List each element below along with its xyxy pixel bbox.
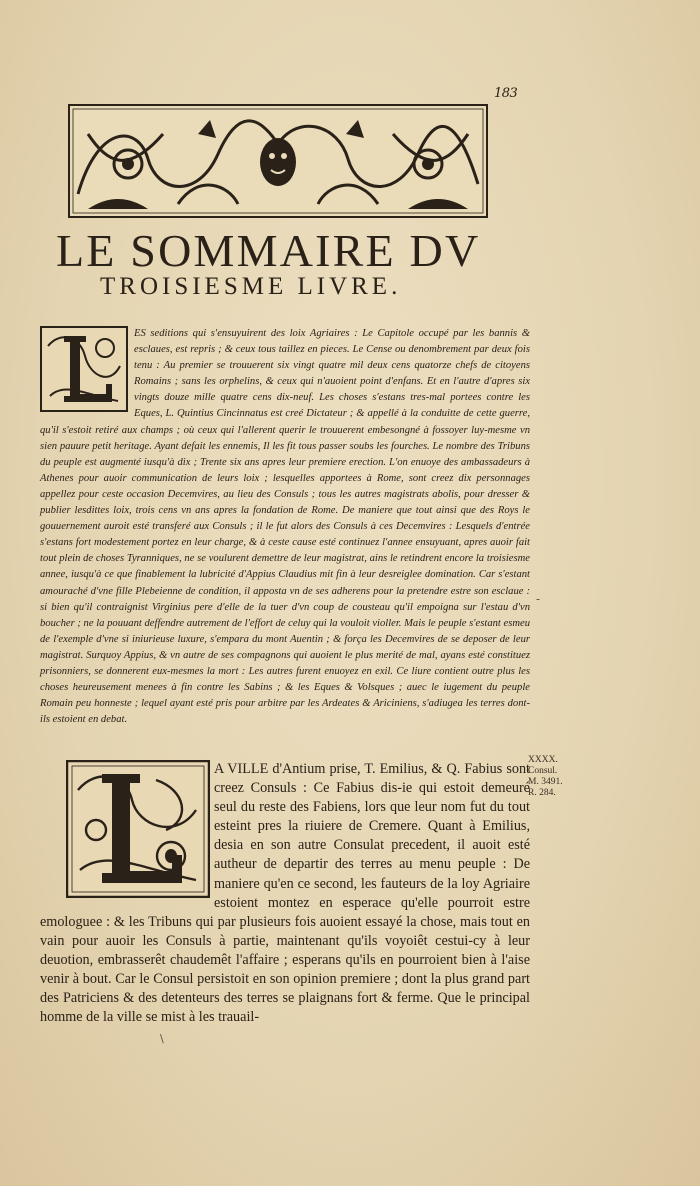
bottom-mark: \ (160, 1032, 164, 1045)
margin-note-line: R. 284. (528, 788, 556, 798)
body-text: A VILLE d'Antium prise, T. Emilius, & Q. Fabius sont creez Consuls : Ce Fabius dis-ie qui estoit demeuré seul du reste des Fabiens, lors que leur nom fut du tout esteint pres la riuiere de Cremere. Quant à Emilius, desia en son autre Consulat precedent, il auoit esté autheur de departir des terres au menu peuple : De maniere qu'en ce second, les fauteurs de la loy Agriaire estoient montez en esperace qu'elle pourroit estre emologuee : & les Tribuns qui par plusieurs fois auoient essayé la chose, mais tout en vain pour auoir les Consuls à partie, maintenant qu'ils voyoiêt cestui-cy à leur deuotion, embrasserêt chaudemêt l'affaire ; esperans qu'ils en pourroient bien à l'aise venir à bout. Car le Consul persistoit en son opinion premiere ; dont la plus grand part des Patriciens & des detenteurs des terres se plaignans fort & ferme. Que le principal homme de la ville se mist à les trauail- (40, 761, 530, 1026)
ornamental-headpiece (68, 104, 488, 218)
side-mark: - (536, 592, 541, 606)
ornamental-initial-l-large-icon (66, 760, 210, 898)
main-text (40, 760, 530, 1027)
chapter-title: LE SOMMAIRE DV (56, 225, 481, 276)
book-summary (40, 326, 530, 728)
chapter-subtitle: TROISIESME LIVRE. (100, 273, 402, 300)
page-number: 183 (494, 86, 518, 101)
margin-note (528, 755, 568, 799)
margin-note-line: Consul. (528, 766, 558, 776)
margin-note-line: M. 3491. (528, 777, 563, 787)
summary-text: ES seditions qui s'ensuyuirent des loix Agriaires : Le Capitole occupé par les bannis & esclaues, est repris ; & ceux tous taillez en pieces. Le Cense ou denombrement par deux fois tenu : Au premier se trouuerent six vingt quatre mil deux cens quatorze chefs de citoyens Romains ; sans les orphelins, & ceux qui n'auoient point d'enfans. Et en l'autre d'apres six vingts douze mille quatre cens dix-neuf. Les choses s'estans tres-mal portees contre les Eques, L. Quintius Cincinnatus est creé Dictateur ; & appellé à la conduitte de cette guerre, qu'il s'estoit retiré aux champs ; où ceux qui l'allerent querir le trouuerent embesongné à fossoyer luy-mesme vn sien pauure petit heritage. Ayant defait les ennemis, Il les fit tous passer soubs les fourches. Le nombre des Tribuns du peuple est augmenté iusqu'à dix ; Trente six ans apres leur premiere erection. L'on enuoye des ambassadeurs à Athenes pour auoir communication de leurs loix ; lesquelles apportees à Rome, sont creez dix personnages appellez pour ceste occasion Decemvires, au lieu des Consuls ; tous les autres magistrats abolis, pour dresser & publier lesdittes loix, trois cens vn ans apres la fondation de Rome. De maniere que tout ainsi que des Roys le gouuernement auroit esté transferé aux Consuls ; il le fut alors des Consuls à ces Decemvires : Lesquels d'entrée s'estans fort modestement portez en leur charge, & à ceste cause esté continuez l'annee ensuyuant, apres auoir fait tout plein de choses Tyranniques, ne se voulurent demettre de leur magistrat, ains le retindrent encore la troisiesme annee, iusqu'à ce que finablement la lubricité d'Appius Claudius mit fin à leur desreiglee domination. Car s'estant amouraché d'vne fille Plebeienne de condition, il apposta vn de ses adherens pour la pretendre estre son esclaue : si bien qu'il contraignist Virginius pere d'elle de la tuer d'vn coup de cousteau qu'il empoigna sur l'estau d'vn boucher ; ne la pouuant deffendre autrement de l'effort de celuy qui la vouloit violler. Mais le peuple s'estant esmeu de l'exemple d'vne si iniurieuse luxure, s'empara du mont Auentin ; & força les Decemvires de se deposer de leur magistrat. Surquoy Appius, & vn autre de ses compagnons qui auoient le plus merité de mal, ayans esté constituez prisonniers, se donnerent eux-mesmes la mort : Les autres furent enuoyez en exil. Ce liure contient outre plus les choses heureusement menees à fin contre les Sabins ; & les Eques & Volsques ; auec le iugement du peuple Romain peu honneste ; lequel ayant esté pris pour arbitre par les Ardeates & Ariciniens, s'adiugea les terres dont-ils estoient en debat. (40, 328, 530, 726)
ornamental-initial-l-icon (40, 326, 128, 412)
margin-note-line: XXXX. (528, 755, 558, 765)
